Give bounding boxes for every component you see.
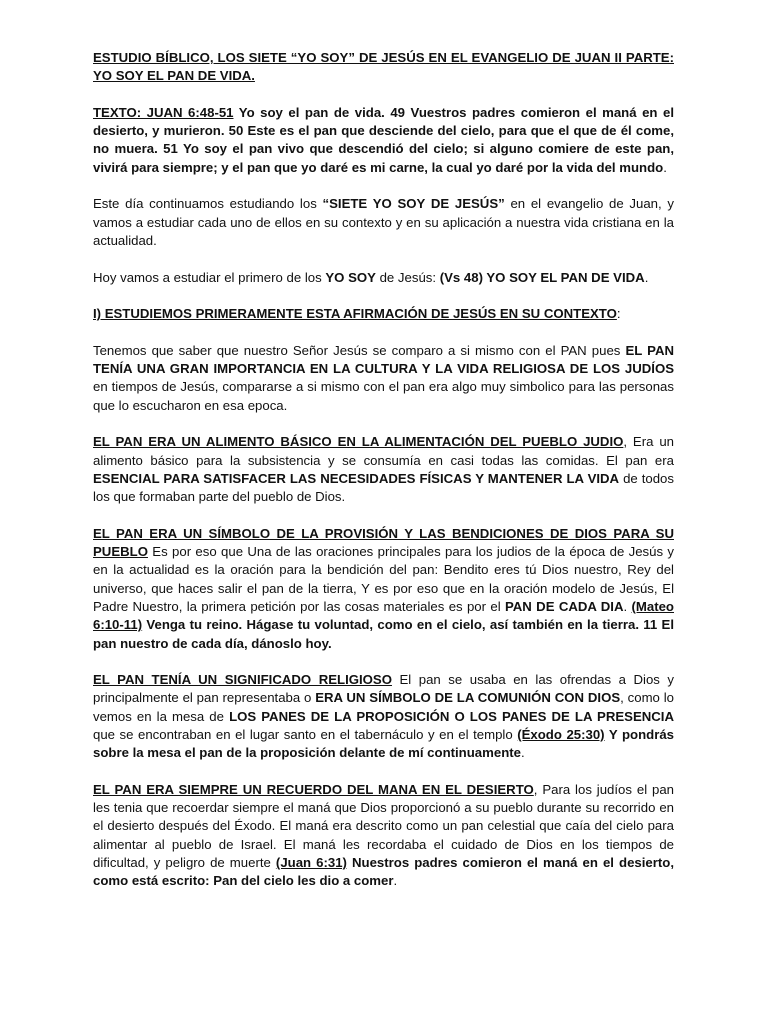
intro-a: Este día continuamos estudiando los — [93, 196, 323, 212]
section1-end: : — [616, 306, 621, 322]
intro-paragraph — [93, 195, 674, 250]
intro-b: “SIETE YO SOY DE JESÚS” — [322, 196, 505, 212]
document-title — [93, 49, 674, 86]
religioso-a: El pan se usaba en las ofrendas a Dios y principalmente el pan representaba o — [93, 672, 674, 706]
hoy-d: (Vs 48) YO SOY EL PAN DE VIDA — [439, 269, 645, 285]
title-text: ESTUDIO BÍBLICO, LOS SIETE “YO SOY” DE JESÚS EN EL EVANGELIO DE JUAN II PARTE: YO SOY EL PAN DE VIDA. — [93, 50, 674, 84]
tenemos-a: Tenemos que saber que nuestro Señor Jesús se comparo a si mismo con el PAN pues — [93, 342, 626, 358]
section1-heading-text: I) ESTUDIEMOS PRIMERAMENTE ESTA AFIRMACIÓN DE JESÚS EN SU CONTEXTO — [93, 306, 617, 322]
simbolo-paragraph — [93, 525, 674, 653]
tenemos-paragraph — [93, 342, 674, 415]
alimento-b: ESENCIAL PARA SATISFACER LAS NECESIDADES FÍSICAS Y MANTENER LA VIDA — [93, 470, 620, 486]
religioso-c: , como lo vemos en la mesa de — [93, 690, 674, 724]
religioso-paragraph — [93, 671, 674, 762]
section1-heading — [93, 305, 674, 323]
mana-paragraph — [93, 781, 674, 891]
mana-b: Nuestros padres comieron el maná en el desierto, como está escrito: Pan del cielo les dio a comer — [93, 855, 674, 889]
intro-c: en el evangelio de Juan, y vamos a estudiar cada uno de ellos en su contexto y en su aplicación a nuestra vida cristiana en la actualidad. — [93, 196, 674, 248]
simbolo-c: . — [623, 598, 632, 614]
alimento-paragraph — [93, 433, 674, 506]
simbolo-d: Venga tu reino. Hágase tu voluntad, como en el cielo, así también en la tierra. 11 El pan nuestro de cada día, dánoslo hoy. — [93, 617, 674, 651]
religioso-g: . — [520, 745, 525, 761]
simbolo-ref: (Mateo 6:10-11) — [93, 598, 674, 633]
religioso-ref: (Éxodo 25:30) — [517, 726, 605, 742]
hoy-e: . — [644, 269, 649, 285]
mana-c: . — [393, 873, 398, 889]
hoy-paragraph — [93, 269, 674, 287]
hoy-b: YO SOY — [325, 269, 376, 285]
hoy-a: Hoy vamos a estudiar el primero de los — [93, 269, 326, 285]
simbolo-b: PAN DE CADA DIA — [504, 598, 624, 614]
texto-label: TEXTO: JUAN 6:48-51 — [93, 104, 234, 120]
texto-body: Yo soy el pan de vida. 49 Vuestros padres comieron el maná en el desierto, y murieron. 50 Este es el pan que desciende del cielo, para que el que de él come, no muera. 51 Yo soy el pan vivo que descendió del cielo; si alguno comiere de este pan, vivirá para siempre; y el pan que yo daré es mi carne, la cual yo daré por la vida del mundo — [93, 104, 674, 175]
alimento-c: de todos los que formaban parte del pueblo de Dios. — [93, 470, 674, 505]
mana-ref: (Juan 6:31) — [275, 855, 347, 871]
hoy-c: de Jesús: — [375, 269, 440, 285]
alimento-heading: EL PAN ERA UN ALIMENTO BÁSICO EN LA ALIMENTACIÓN DEL PUEBLO JUDIO — [93, 434, 624, 450]
religioso-b: ERA UN SÍMBOLO DE LA COMUNIÓN CON DIOS — [315, 690, 621, 706]
mana-heading: EL PAN ERA SIEMPRE UN RECUERDO DEL MANA EN EL DESIERTO — [93, 781, 534, 797]
alimento-a: , Era un alimento básico para la subsistencia y se consumía en casi todas las comidas. El pan era — [93, 434, 675, 468]
religioso-d: LOS PANES DE LA PROPOSICIÓN O LOS PANES DE LA PRESENCIA — [229, 708, 674, 724]
religioso-f: Y pondrás sobre la mesa el pan de la proposición delante de mí continuamente — [93, 726, 674, 761]
mana-a: , Para los judíos el pan les tenia que recoerdar siempre el maná que Dios proporcionó a su pueblo durante su recorrido en el desierto después del Éxodo. El maná era descrito como un pan celestial que caía del cielo para alimentar al pueblo de Israel. El maná les recordaba el cuidado de Dios en los tiempos de dificultad, y peligro de muerte — [93, 781, 674, 871]
tenemos-b: EL PAN TENÍA UNA GRAN IMPORTANCIA EN LA CULTURA Y LA VIDA RELIGIOSA DE LOS JUDÍOS — [93, 342, 675, 377]
religioso-heading: EL PAN TENÍA UN SIGNIFICADO RELIGIOSO — [93, 672, 392, 688]
religioso-e: que se encontraban en el lugar santo en el tabernáculo y en el templo — [93, 726, 518, 742]
simbolo-heading: EL PAN ERA UN SÍMBOLO DE LA PROVISIÓN Y LAS BENDICIONES DE DIOS PARA SU PUEBLO — [93, 525, 674, 560]
texto-end: . — [663, 159, 667, 175]
simbolo-a: Es por eso que Una de las oraciones principales para los judios de la época de Jesús y en la actualidad es la oración para la bendición del pan: Bendito eres tú Dios nuestro, Rey del universo, que haces salir el pan de la tierra, Y es por eso que en la oración modelo de Jesús, El Padre Nuestro, la primera petición por las cosas materiales es por el — [93, 544, 674, 614]
tenemos-c: en tiempos de Jesús, compararse a si mismo con el pan era algo muy simbolico para las personas que lo escucharon en esa epoca. — [93, 379, 674, 413]
texto-paragraph — [93, 104, 674, 177]
